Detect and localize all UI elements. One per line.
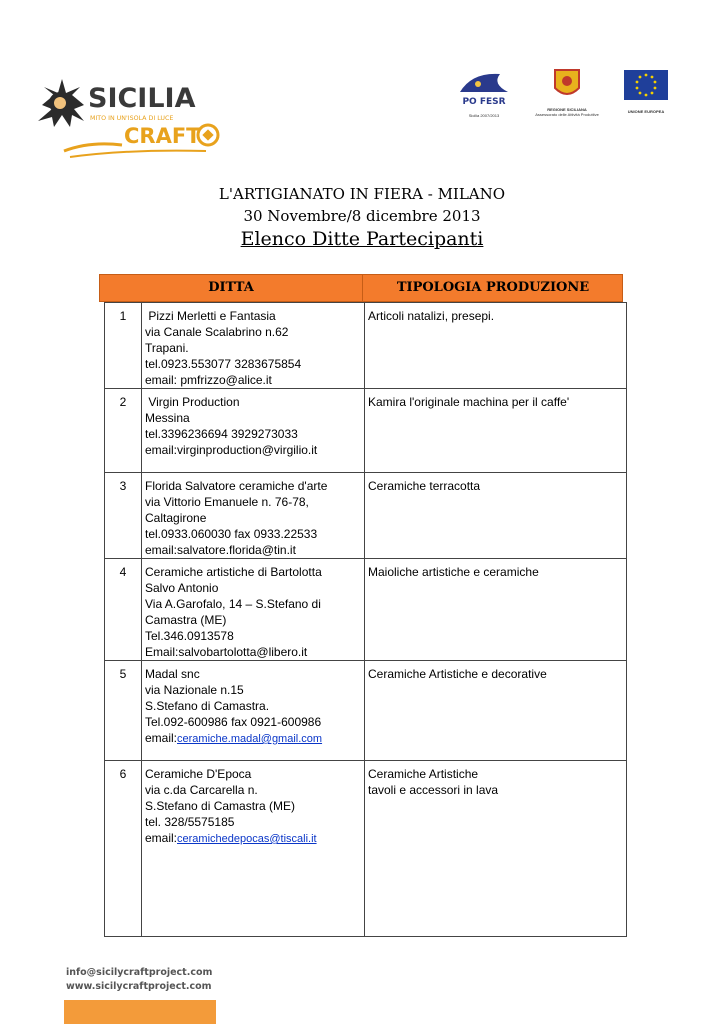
email-link[interactable]: ceramiche.madal@gmail.com bbox=[177, 733, 323, 745]
row-number: 4 bbox=[105, 559, 142, 661]
unione-europea-logo bbox=[622, 68, 670, 114]
logo-tagline-text: MITO IN UN'ISOLA DI LUCE bbox=[90, 115, 174, 122]
logo-craft-text: CRAFT bbox=[124, 124, 201, 148]
tipologia-cell bbox=[365, 559, 627, 661]
ditta-line: tel.0933.060030 fax 0933.22533 bbox=[145, 527, 318, 541]
ditta-line: Ceramiche D'Epoca bbox=[145, 767, 252, 781]
document-header bbox=[0, 0, 724, 175]
regione-shield-icon bbox=[530, 68, 604, 102]
ditta-line: Tel.346.0913578 bbox=[145, 629, 234, 643]
ditta-line: email: pmfrizzo@alice.it bbox=[145, 373, 272, 387]
ditta-line: Camastra (ME) bbox=[145, 613, 227, 627]
email-label: email: bbox=[145, 731, 178, 745]
footer-bar bbox=[64, 1000, 216, 1024]
column-header-ditta: DITTA bbox=[208, 280, 254, 295]
logo-sicilia-text: SICILIA bbox=[88, 83, 196, 114]
event-title: L'ARTIGIANATO IN FIERA - MILANO bbox=[218, 185, 506, 203]
tipologia-line: Ceramiche Artistiche bbox=[368, 767, 479, 781]
tipologia-line: Ceramiche Artistiche e decorative bbox=[368, 667, 547, 681]
ditta-line: Caltagirone bbox=[145, 511, 207, 525]
ditta-line: Ceramiche artistiche di Bartolotta bbox=[145, 565, 322, 579]
po-fesr-icon bbox=[456, 68, 512, 108]
tipologia-cell bbox=[365, 761, 627, 937]
ditta-line: Tel.092-600986 fax 0921-600986 bbox=[145, 715, 322, 729]
table-row bbox=[105, 473, 627, 559]
table-row bbox=[105, 661, 627, 761]
tipologia-line: Articoli natalizi, presepi. bbox=[368, 309, 495, 323]
tipologia-cell bbox=[365, 389, 627, 473]
ditta-cell bbox=[142, 559, 365, 661]
ditta-line: Salvo Antonio bbox=[145, 581, 219, 595]
ditta-line: Virgin Production bbox=[145, 395, 240, 409]
trinacria-logo-icon bbox=[30, 65, 220, 170]
footer-website[interactable]: www.sicilycraftproject.com bbox=[66, 981, 212, 992]
row-number: 2 bbox=[105, 389, 142, 473]
ditta-cell bbox=[142, 389, 365, 473]
ditta-cell bbox=[142, 761, 365, 937]
ditta-line: Trapani. bbox=[145, 341, 189, 355]
table-row bbox=[105, 389, 627, 473]
ditta-line: via Canale Scalabrino n.62 bbox=[145, 325, 289, 339]
tipologia-cell bbox=[365, 303, 627, 389]
row-number: 5 bbox=[105, 661, 142, 761]
sicilia-craft-logo bbox=[30, 65, 220, 170]
ditta-line: tel. 328/5575185 bbox=[145, 815, 235, 829]
table-header bbox=[99, 274, 623, 302]
table-row bbox=[105, 761, 627, 937]
participants-table bbox=[104, 302, 627, 937]
ditta-line: tel.0923.553077 3283675854 bbox=[145, 357, 302, 371]
ditta-line: via Vittorio Emanuele n. 76-78, bbox=[145, 495, 309, 509]
footer-email[interactable]: info@sicilycraftproject.com bbox=[66, 967, 213, 978]
column-header-tipologia: TIPOLOGIA PRODUZIONE bbox=[362, 275, 623, 301]
document-titles bbox=[0, 184, 724, 252]
ditta-line: via c.da Carcarella n. bbox=[145, 783, 258, 797]
ditta-line: Florida Salvatore ceramiche d'arte bbox=[145, 479, 328, 493]
ditta-line: Messina bbox=[145, 411, 190, 425]
table-row bbox=[105, 303, 627, 389]
po-fesr-logo bbox=[456, 68, 512, 118]
email-link[interactable]: ceramichedepocas@tiscali.it bbox=[177, 833, 317, 845]
po-fesr-text: PO FESR bbox=[462, 97, 506, 107]
ditta-line: email:virginproduction@virgilio.it bbox=[145, 443, 318, 457]
regione-caption: Assessorato delle Attività Produttive bbox=[535, 112, 599, 117]
table-row bbox=[105, 559, 627, 661]
email-label: email: bbox=[145, 831, 178, 845]
ditta-cell bbox=[142, 303, 365, 389]
row-number: 1 bbox=[105, 303, 142, 389]
ditta-line: Email:salvobartolotta@libero.it bbox=[145, 645, 308, 659]
tipologia-line: Maioliche artistiche e ceramiche bbox=[368, 565, 539, 579]
ditta-line: Pizzi Merletti e Fantasia bbox=[145, 309, 276, 323]
ditta-cell bbox=[142, 473, 365, 559]
eu-name: UNIONE EUROPEA bbox=[627, 109, 665, 114]
list-title: Elenco Ditte Partecipanti bbox=[240, 228, 484, 250]
tipologia-line: tavoli e accessori in lava bbox=[368, 783, 499, 797]
tipologia-cell bbox=[365, 473, 627, 559]
tipologia-line: Kamira l'originale machina per il caffe' bbox=[368, 395, 570, 409]
row-number: 3 bbox=[105, 473, 142, 559]
ditta-line: Via A.Garofalo, 14 – S.Stefano di bbox=[145, 597, 321, 611]
regione-name: REGIONE SICILIANA bbox=[547, 107, 587, 112]
footer-contacts bbox=[64, 966, 216, 1024]
ditta-cell bbox=[142, 661, 365, 761]
ditta-line: S.Stefano di Camastra (ME) bbox=[145, 799, 296, 813]
ditta-line: tel.3396236694 3929273033 bbox=[145, 427, 298, 441]
ditta-line: S.Stefano di Camastra. bbox=[145, 699, 270, 713]
po-fesr-caption: Sicilia 2007/2013 bbox=[468, 113, 500, 118]
regione-siciliana-logo bbox=[530, 68, 604, 117]
ditta-line: via Nazionale n.15 bbox=[145, 683, 244, 697]
tipologia-line: Ceramiche terracotta bbox=[368, 479, 481, 493]
ditta-line: Madal snc bbox=[145, 667, 200, 681]
event-dates: 30 Novembre/8 dicembre 2013 bbox=[243, 207, 481, 225]
tipologia-cell bbox=[365, 661, 627, 761]
eu-flag-icon bbox=[622, 68, 670, 104]
row-number: 6 bbox=[105, 761, 142, 937]
ditta-line: email:salvatore.florida@tin.it bbox=[145, 543, 296, 557]
